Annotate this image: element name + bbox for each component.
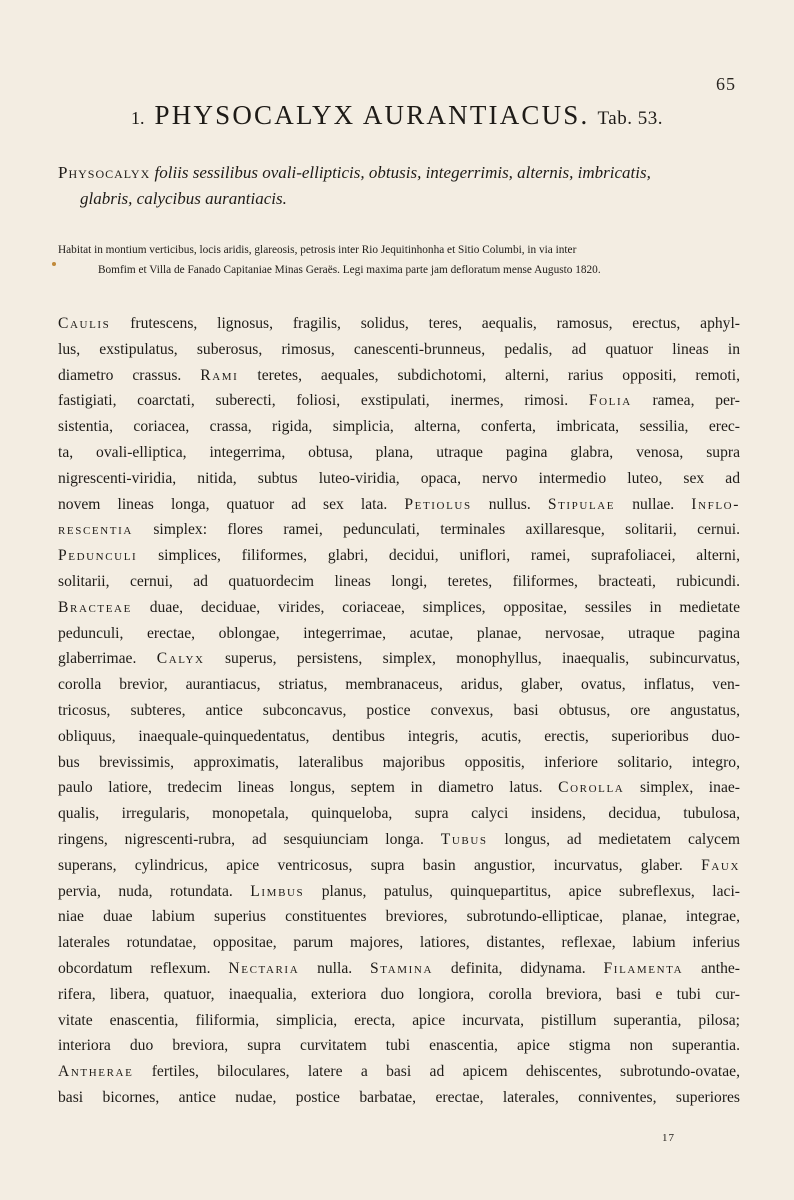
species-name: PHYSOCALYX AURANTIACUS.: [154, 100, 590, 130]
body-line: bus brevissimis, approximatis, lateralibus majoribus oppositis, inferiore solitario, integro,: [58, 753, 740, 771]
description-body: [58, 311, 740, 1111]
body-line: sistentia, coriacea, crassa, rigida, simplicia, alterna, conferta, imbricata, sessilia, erec-: [58, 418, 740, 436]
body-line: interiora duo breviora, supra curvitatem tubi enascentia, apice stigma non superantia.: [58, 1037, 740, 1055]
term-caulis: Caulis: [58, 315, 111, 332]
body-line: [58, 879, 740, 905]
body-line: [58, 595, 740, 621]
body-line: solitarii, cernui, ad quatuordecim lineas longi, teretes, filiformes, bracteati, rubicundi.: [58, 572, 740, 590]
body-text: fertiles, biloculares, latere a basi ad apicem dehiscentes, subrotundo-ovatae,: [133, 1063, 740, 1081]
species-diagnosis: [58, 160, 746, 212]
body-line: corolla brevior, aurantiacus, striatus, membranaceus, aridus, glaber, ovatus, inflatus, ven-: [58, 676, 740, 694]
term-stipulae: Stipulae: [547, 495, 616, 513]
body-line: laterales rotundatae, oppositae, parum majores, latiores, distantes, reflexae, labium inferius: [58, 934, 740, 952]
body-text: simplex, inae-: [624, 779, 740, 797]
diagnosis-genus: Physocalyx: [58, 163, 151, 182]
ink-spot: [52, 262, 56, 266]
body-text: nullae.: [615, 495, 692, 513]
body-text: duae, deciduae, virides, coriaceae, simplices, oppositae, sessiles in medietate: [131, 598, 740, 616]
term-inflorescentia: Inflo-: [691, 495, 740, 513]
body-text: superus, persistens, simplex, monophyllus, inaequalis, subincurvatus,: [204, 650, 740, 668]
term-corolla: Corolla: [558, 779, 625, 797]
body-line: [58, 543, 740, 569]
body-text: fastigiati, coarctati, suberecti, foliosi, exstipulati, inermes, rimosi.: [58, 392, 589, 410]
body-text: longus, ad medietatem calycem: [487, 830, 740, 848]
species-number: 1.: [131, 108, 145, 128]
page-number: 65: [716, 74, 736, 94]
term-stamina: Stamina: [370, 959, 434, 977]
body-line: [58, 646, 740, 672]
term-faux: Faux: [701, 856, 740, 874]
body-line: [58, 956, 740, 982]
body-text: planus, patulus, quinquepartitus, apice subreflexus, laci-: [304, 882, 740, 900]
habitat-line-1: Habitat in montium verticibus, locis aridis, glareosis, petrosis inter Rio Jequitinhonha et Sitio Columbi, in via inter: [58, 244, 577, 256]
body-line: [58, 775, 740, 801]
body-line: niae duae labium superius constituentes breviores, subrotundo-ellipticae, planae, integrae,: [58, 908, 740, 926]
body-text: ringens, nigrescenti-rubra, ad sesquiunciam longa.: [58, 830, 441, 848]
body-line: vitate enascentia, filiformia, simplicia, erecta, apice incurvata, pistillum superantia, pilosa;: [58, 1011, 740, 1029]
body-line: rifera, libera, quatuor, inaequalia, exteriora duo longiora, corolla breviora, basi e tubi cur-: [58, 985, 740, 1003]
term-inflorescentia-cont: rescentia: [58, 521, 133, 539]
body-text: superans, cylindricus, apice ventricosus, supra basin angustior, incurvatus, glaber.: [58, 856, 702, 874]
term-pedunculi: Pedunculi: [58, 547, 138, 565]
body-text: nulla.: [299, 959, 371, 977]
habitat-line-2: Bomfim et Villa de Fanado Capitaniae Minas Geraës. Legi maxima parte jam defloratum mense Augusto 1820.: [98, 264, 601, 276]
plate-reference: Tab. 53.: [597, 108, 663, 129]
body-text: pervia, nuda, rotundata.: [58, 882, 251, 900]
term-antherae: Antherae: [58, 1063, 134, 1081]
body-line: [58, 853, 740, 879]
body-text: glaberrimae.: [58, 650, 157, 668]
body-line: [58, 311, 740, 337]
body-text: simplex: flores ramei, pedunculati, terminales axillaresque, solitarii, cernui.: [132, 521, 740, 539]
body-text: nullus.: [471, 495, 548, 513]
diagnosis-line-1: foliis sessilibus ovali-ellipticis, obtusis, integerrimis, alternis, imbricatis,: [154, 163, 651, 182]
body-line: [58, 517, 740, 543]
species-title: [0, 100, 794, 131]
body-text: frutescens, lignosus, fragilis, solidus, teres, aequalis, ramosus, erectus, aphyl-: [110, 315, 740, 332]
body-line: [58, 827, 740, 853]
habitat-note: [58, 240, 746, 280]
body-text: paulo latiore, tredecim lineas longus, septem in diametro latus.: [58, 779, 559, 797]
body-line: [58, 1059, 740, 1085]
term-calyx: Calyx: [156, 650, 205, 668]
term-folia: Folia: [588, 392, 632, 410]
term-rami: Rami: [200, 366, 239, 384]
body-line: pedunculi, erectae, oblongae, integerrimae, acutae, planae, nervosae, utraque pagina: [58, 624, 740, 642]
term-limbus: Limbus: [250, 882, 305, 900]
body-line: obliquus, inaequale-quinquedentatus, dentibus integris, acutis, erectis, superioribus duo-: [58, 727, 740, 745]
term-petiolus: Petiolus: [404, 495, 472, 513]
body-line: [58, 363, 740, 389]
body-line: basi bicornes, antice nudae, postice barbatae, erectae, laterales, conniventes, superiores: [58, 1088, 740, 1106]
term-bracteae: Bracteae: [58, 598, 132, 616]
signature-mark: 17: [662, 1132, 675, 1144]
body-text: ramea, per-: [631, 392, 740, 410]
body-line: lus, exstipulatus, suberosus, rimosus, canescenti-brunneus, pedalis, ad quatuor lineas in: [58, 340, 740, 358]
body-text: diametro crassus.: [58, 366, 201, 384]
body-text: definita, didynama.: [433, 959, 604, 977]
body-line: ta, ovali-elliptica, integerrima, obtusa, plana, utraque pagina glabra, venosa, supra: [58, 443, 740, 461]
body-text: teretes, aequales, subdichotomi, alterni, rarius oppositi, remoti,: [238, 366, 740, 384]
body-line: qualis, irregularis, monopetala, quinqueloba, supra calyci insidens, decidua, tubulosa,: [58, 805, 740, 823]
term-filamenta: Filamenta: [603, 959, 684, 977]
body-text: novem lineas longa, quatuor ad sex lata.: [58, 495, 405, 513]
body-line: [58, 388, 740, 414]
diagnosis-line-2: glabris, calycibus aurantiacis.: [80, 189, 287, 208]
term-tubus: Tubus: [440, 830, 488, 848]
body-text: anthe-: [683, 959, 740, 977]
body-line: nigrescenti-viridia, nitida, subtus luteo-viridia, opaca, nervo intermedio luteo, sex ad: [58, 469, 740, 487]
body-text: simplices, filiformes, glabri, decidui, uniflori, ramei, suprafoliacei, alterni,: [137, 547, 740, 565]
term-nectaria: Nectaria: [228, 959, 300, 977]
body-text: obcordatum reflexum.: [58, 959, 229, 977]
body-line: [58, 492, 740, 518]
body-line: tricosus, subteres, antice subconcavus, postice convexus, basi obtusus, ore angustatus,: [58, 701, 740, 719]
